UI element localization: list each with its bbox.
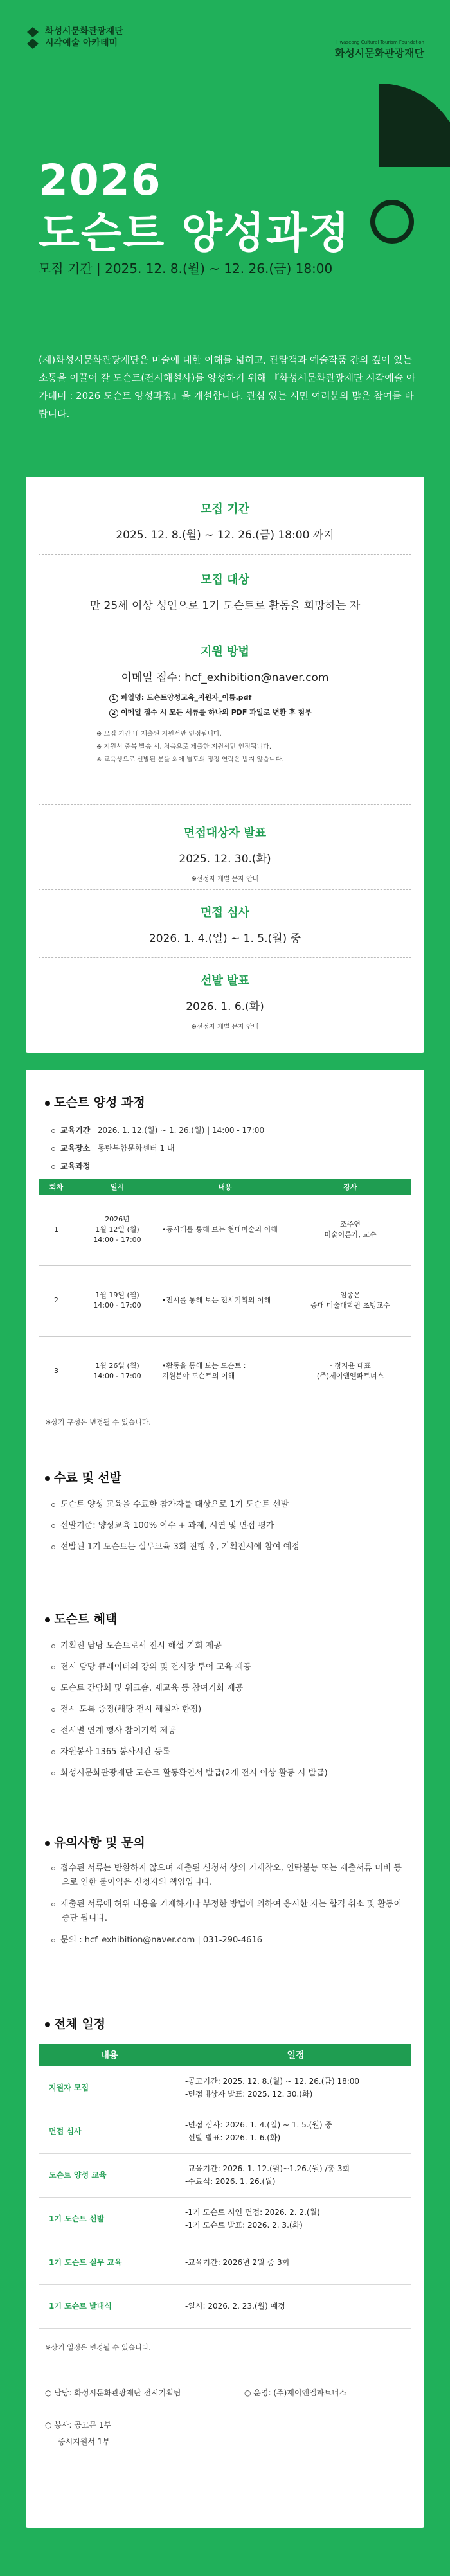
foundation-logo-icon xyxy=(26,26,40,50)
footer-assist-text: 봉사: 공고문 1부 xyxy=(54,2421,112,2429)
benefits-heading-text: 도슨트 혜택 xyxy=(54,1612,118,1626)
divider xyxy=(39,889,411,890)
course-row-teacher: 조주연 미술이론가, 교수 xyxy=(289,1195,411,1265)
target-title: 모집 대상 xyxy=(201,573,249,587)
hero-title-year: 2026 xyxy=(39,155,162,205)
notice-item-text: 문의 : hcf_exhibition@naver.com | 031-290-4616 xyxy=(60,1935,262,1945)
footer-host-text: 담당: 화성시문화관광재단 전시기획팀 xyxy=(54,2388,181,2397)
course-period-label: 교육기간 xyxy=(60,1126,91,1135)
schedule-heading-text: 전체 일정 xyxy=(54,2017,106,2031)
course-heading xyxy=(45,1093,145,1110)
completion-item-text: 도슨트 양성 교육을 수료한 참가자를 대상으로 1기 도슨트 선발 xyxy=(60,1500,289,1509)
course-note: ※상기 구성은 변경될 수 있습니다. xyxy=(45,1418,151,1426)
detail-card xyxy=(26,1070,424,2528)
apply-step-2-text: 이메일 접수 시 모든 서류를 하나의 PDF 파일로 변환 후 첨부 xyxy=(121,708,312,716)
hero-title-course: 도슨트 양성과정 xyxy=(39,208,351,258)
course-row-no: 2 xyxy=(39,1265,74,1336)
apply-step-1 xyxy=(109,692,341,703)
footer-assist: ○ 봉사: 공고문 1부 xyxy=(45,2421,112,2429)
footer-operator: ○ 운영: (주)제이앤엘파트너스 xyxy=(244,2388,347,2397)
recruit-section xyxy=(26,500,424,542)
course-row-date: 1월 26일 (월) 14:00 - 17:00 xyxy=(74,1336,161,1407)
notice-heading-text: 유의사항 및 문의 xyxy=(54,1836,145,1850)
announce-note: ※선정자 개별 문자 안내 xyxy=(191,876,259,883)
bullet-icon xyxy=(45,2022,50,2027)
course-row-content: •동시대를 통해 보는 현대미술의 이해 xyxy=(161,1195,289,1265)
schedule-row-label: 1기 도슨트 실무 교육 xyxy=(39,2241,180,2284)
schedule-col-content: 내용 xyxy=(39,2044,180,2066)
hero-period: 모집 기간 | 2025. 12. 8.(월) ~ 12. 26.(금) 18:00 xyxy=(39,261,333,276)
schedule-row xyxy=(39,2284,411,2328)
benefits-item xyxy=(51,1763,405,1784)
schedule-row-label: 면접 심사 xyxy=(39,2110,180,2153)
apply-title: 지원 방법 xyxy=(201,645,249,659)
completion-item-text: 선발기준: 양성교육 100% 이수 + 과제, 시연 및 면접 평가 xyxy=(60,1521,274,1531)
completion-item xyxy=(51,1515,405,1536)
course-row xyxy=(39,1195,411,1265)
course-row xyxy=(39,1265,411,1336)
course-place-label: 교육장소 xyxy=(60,1144,91,1153)
course-place-value: 동탄복합문화센터 1 내 xyxy=(97,1144,175,1153)
bullet-icon xyxy=(51,1729,55,1733)
benefits-item-text: 전시 도록 증정(해당 전시 해설자 한정) xyxy=(60,1705,202,1714)
completion-item-text: 선발된 1기 도슨트는 실무교육 3회 진행 후, 기획전시에 참여 예정 xyxy=(60,1542,300,1552)
benefits-item xyxy=(51,1699,405,1720)
bullet-icon xyxy=(51,1666,55,1669)
bullet-icon xyxy=(51,1644,55,1648)
course-period-value: 2026. 1. 12.(월) ~ 1. 26.(월) | 14:00 - 17:00 xyxy=(97,1126,265,1135)
apply-note-3: ※ 교육생으로 선발된 분을 외에 별도의 정정 연락은 받지 않습니다. xyxy=(96,756,284,763)
course-row-content: •전시를 통해 보는 전시기획의 이해 xyxy=(161,1265,289,1336)
bullet-icon xyxy=(51,1503,55,1507)
course-row-content: •활동을 통해 보는 도슨트 : 지원분야 도슨트의 이해 xyxy=(161,1336,289,1407)
apply-step-1-text: 파일명: 도슨트양성교육_지원자_이름.pdf xyxy=(121,693,252,702)
benefits-list xyxy=(51,1635,405,1784)
course-col-teacher: 강사 xyxy=(289,1179,411,1195)
bullet-icon xyxy=(51,1545,55,1549)
target-section xyxy=(26,571,424,612)
schedule-col-date: 일정 xyxy=(180,2044,411,2066)
course-col-date: 일시 xyxy=(74,1179,161,1195)
schedule-row-label: 1기 도슨트 선발 xyxy=(39,2197,180,2241)
schedule-row-date: -교육기간: 2026. 1. 12.(월)~1.26.(월) /총 3회 -수료식: 2026. 1. 26.(월) xyxy=(180,2153,411,2197)
select-section xyxy=(26,972,424,1031)
schedule-row-label: 1기 도슨트 발대식 xyxy=(39,2284,180,2328)
apply-note-2: ※ 지원서 중복 발송 시, 처음으로 제출한 지원서만 인정됩니다. xyxy=(96,743,272,751)
schedule-row xyxy=(39,2241,411,2284)
announce-section xyxy=(26,824,424,883)
schedule-row xyxy=(39,2153,411,2197)
notice-item xyxy=(51,1861,405,1890)
target-value: 만 25세 이상 성인으로 1기 도슨트로 활동을 희망하는 자 xyxy=(89,600,361,612)
step-2-icon: 2 xyxy=(109,709,118,718)
benefits-item xyxy=(51,1741,405,1763)
header xyxy=(26,26,424,71)
divider xyxy=(39,957,411,958)
logo-right-subtext: Hwaseong Cultural Tourism Foundation xyxy=(336,40,424,45)
bullet-icon xyxy=(45,1101,50,1106)
completion-list xyxy=(51,1494,405,1558)
select-value: 2026. 1. 6.(화) xyxy=(186,1000,264,1013)
select-note: ※선정자 개별 문자 안내 xyxy=(191,1024,259,1031)
logo-left-line1: 화성시문화관광재단 xyxy=(45,26,123,37)
divider xyxy=(39,554,411,555)
schedule-row xyxy=(39,2197,411,2241)
bullet-icon xyxy=(45,1617,50,1622)
schedule-row-date: -일시: 2026. 2. 23.(월) 예정 xyxy=(180,2284,411,2328)
apply-steps xyxy=(109,692,341,718)
announce-value: 2025. 12. 30.(화) xyxy=(179,853,271,866)
logo-right[interactable] xyxy=(335,40,424,60)
apply-note-1: ※ 모집 기간 내 제출된 지원서만 인정됩니다. xyxy=(96,731,222,738)
benefits-item xyxy=(51,1678,405,1699)
bullet-icon xyxy=(51,1867,55,1870)
bullet-icon xyxy=(51,1750,55,1754)
schedule-note: ※상기 일정은 변경될 수 있습니다. xyxy=(45,2343,151,2352)
bullet-icon xyxy=(51,1147,55,1151)
course-col-no: 회차 xyxy=(39,1179,74,1195)
bullet-icon xyxy=(45,1476,50,1481)
apply-notes xyxy=(96,728,354,767)
schedule-row-label: 지원자 모집 xyxy=(39,2066,180,2110)
benefits-item xyxy=(51,1657,405,1678)
benefits-item xyxy=(51,1635,405,1657)
benefits-heading xyxy=(45,1610,117,1627)
benefits-item-text: 도슨트 간담회 및 워크숍, 재교육 등 참여기회 제공 xyxy=(60,1683,244,1693)
completion-item xyxy=(51,1494,405,1515)
footer-operator-text: 운영: (주)제이앤엘파트너스 xyxy=(253,2388,347,2397)
benefits-item-text: 전시 담당 큐레이터의 강의 및 전시장 투어 교육 제공 xyxy=(60,1662,251,1672)
benefits-item-text: 전시별 연계 행사 참여기회 제공 xyxy=(60,1726,176,1736)
course-row-date: 2026년 1월 12일 (월) 14:00 - 17:00 xyxy=(74,1195,161,1265)
recruit-value: 2025. 12. 8.(월) ~ 12. 26.(금) 18:00 까지 xyxy=(116,529,334,542)
benefits-item xyxy=(51,1720,405,1741)
schedule-row-date: -면접 심사: 2026. 1. 4.(일) ~ 1. 5.(월) 중 -선발 발표: 2026. 1. 6.(화) xyxy=(180,2110,411,2153)
divider xyxy=(39,804,411,805)
announce-title: 면접대상자 발표 xyxy=(184,826,266,840)
apply-step-2 xyxy=(109,707,341,718)
notice-item-text: 접수된 서류는 반환하지 않으며 제출된 신청서 상의 기재착오, 연락불능 또는 제출서류 미비 등으로 인한 불이익은 신청자의 책임입니다. xyxy=(60,1863,402,1887)
interview-value: 2026. 1. 4.(일) ~ 1. 5.(월) 중 xyxy=(148,932,301,945)
recruit-title: 모집 기간 xyxy=(201,502,249,516)
apply-section xyxy=(26,643,424,767)
apply-email[interactable]: 이메일 접수: hcf_exhibition@naver.com xyxy=(121,671,329,684)
course-info xyxy=(51,1121,405,1175)
course-period-row xyxy=(51,1121,405,1139)
course-table xyxy=(39,1179,411,1407)
summary-card xyxy=(26,477,424,1053)
course-col-content: 내용 xyxy=(161,1179,289,1195)
intro-text: (재)화성시문화관광재단은 미술에 대한 이해를 넓히고, 관람객과 예술작품 간의 깊이 있는 소통을 이끌어 갈 도슨트(전시해설사)를 양성하기 위해 『화성시문화관광재단 시각예술 아카데미 : 2026 도슨트 양성과정』을 개설합니다. 관심 있는 시민 여러분의 많은 참여를 바랍니다. xyxy=(39,354,416,420)
benefits-item-text: 자원봉사 1365 봉사시간 등록 xyxy=(60,1747,171,1757)
bullet-icon xyxy=(51,1687,55,1691)
bullet-icon xyxy=(51,1939,55,1942)
course-row-teacher: · 정지윤 대표 (주)제이앤엘파트너스 xyxy=(289,1336,411,1407)
course-row-teacher: 임종은 중대 미술대학원 초빙교수 xyxy=(289,1265,411,1336)
footer-host: ○ 담당: 화성시문화관광재단 전시기획팀 xyxy=(45,2388,181,2397)
schedule-row-date: -1기 도슨트 시연 면접: 2026. 2. 2.(월) -1기 도슨트 발표: 2026. 2. 3.(화) xyxy=(180,2197,411,2241)
completion-item xyxy=(51,1536,405,1558)
benefits-item-text: 화성시문화관광재단 도슨트 활동확인서 발급(2개 전시 이상 활동 시 발급) xyxy=(60,1768,328,1778)
bullet-icon xyxy=(51,1772,55,1775)
select-title: 선발 발표 xyxy=(201,974,249,988)
notice-list xyxy=(51,1861,405,1955)
logo-left[interactable] xyxy=(26,26,123,50)
logo-right-text: 화성시문화관광재단 xyxy=(334,47,424,59)
course-row-no: 3 xyxy=(39,1336,74,1407)
course-row-no: 1 xyxy=(39,1195,74,1265)
course-heading-text: 도슨트 양성 과정 xyxy=(54,1096,145,1110)
schedule-table xyxy=(39,2044,411,2329)
notice-heading xyxy=(45,1833,145,1851)
schedule-row xyxy=(39,2066,411,2110)
notice-item-text: 제출된 서류에 허위 내용을 기재하거나 부정한 방법에 의하여 응시한 자는 합격 취소 및 활동이 중단 됩니다. xyxy=(60,1899,402,1923)
schedule-row-date: -공고기간: 2025. 12. 8.(월) ~ 12. 26.(금) 18:00 -면접대상자 발표: 2025. 12. 30.(화) xyxy=(180,2066,411,2110)
completion-heading-text: 수료 및 선발 xyxy=(54,1471,122,1485)
course-place-row xyxy=(51,1139,405,1157)
course-row-date: 1월 19일 (월) 14:00 - 17:00 xyxy=(74,1265,161,1336)
benefits-item-text: 기획전 담당 도슨트로서 전시 해설 기회 제공 xyxy=(60,1641,222,1651)
course-process-row xyxy=(51,1157,405,1175)
bullet-icon xyxy=(45,1841,50,1846)
schedule-heading xyxy=(45,2014,105,2032)
schedule-row xyxy=(39,2110,411,2153)
interview-title: 면접 심사 xyxy=(201,906,249,919)
step-1-icon: 1 xyxy=(109,694,118,703)
logo-left-line2: 시각예술 아카데미 xyxy=(45,38,118,48)
bullet-icon xyxy=(51,1708,55,1712)
course-row xyxy=(39,1336,411,1407)
schedule-row-label: 도슨트 양성 교육 xyxy=(39,2153,180,2197)
bullet-icon xyxy=(51,1903,55,1906)
hero-title xyxy=(39,154,350,260)
interview-section xyxy=(26,903,424,945)
notice-item xyxy=(51,1897,405,1926)
footer-assist2: 증시지원서 1부 xyxy=(58,2437,111,2446)
bullet-icon xyxy=(51,1165,55,1169)
schedule-row-date: -교육기간: 2026년 2월 중 3회 xyxy=(180,2241,411,2284)
bullet-icon xyxy=(51,1524,55,1528)
completion-heading xyxy=(45,1468,122,1486)
course-process-label: 교육과정 xyxy=(60,1162,91,1171)
bullet-icon xyxy=(51,1129,55,1133)
notice-item xyxy=(51,1933,405,1948)
